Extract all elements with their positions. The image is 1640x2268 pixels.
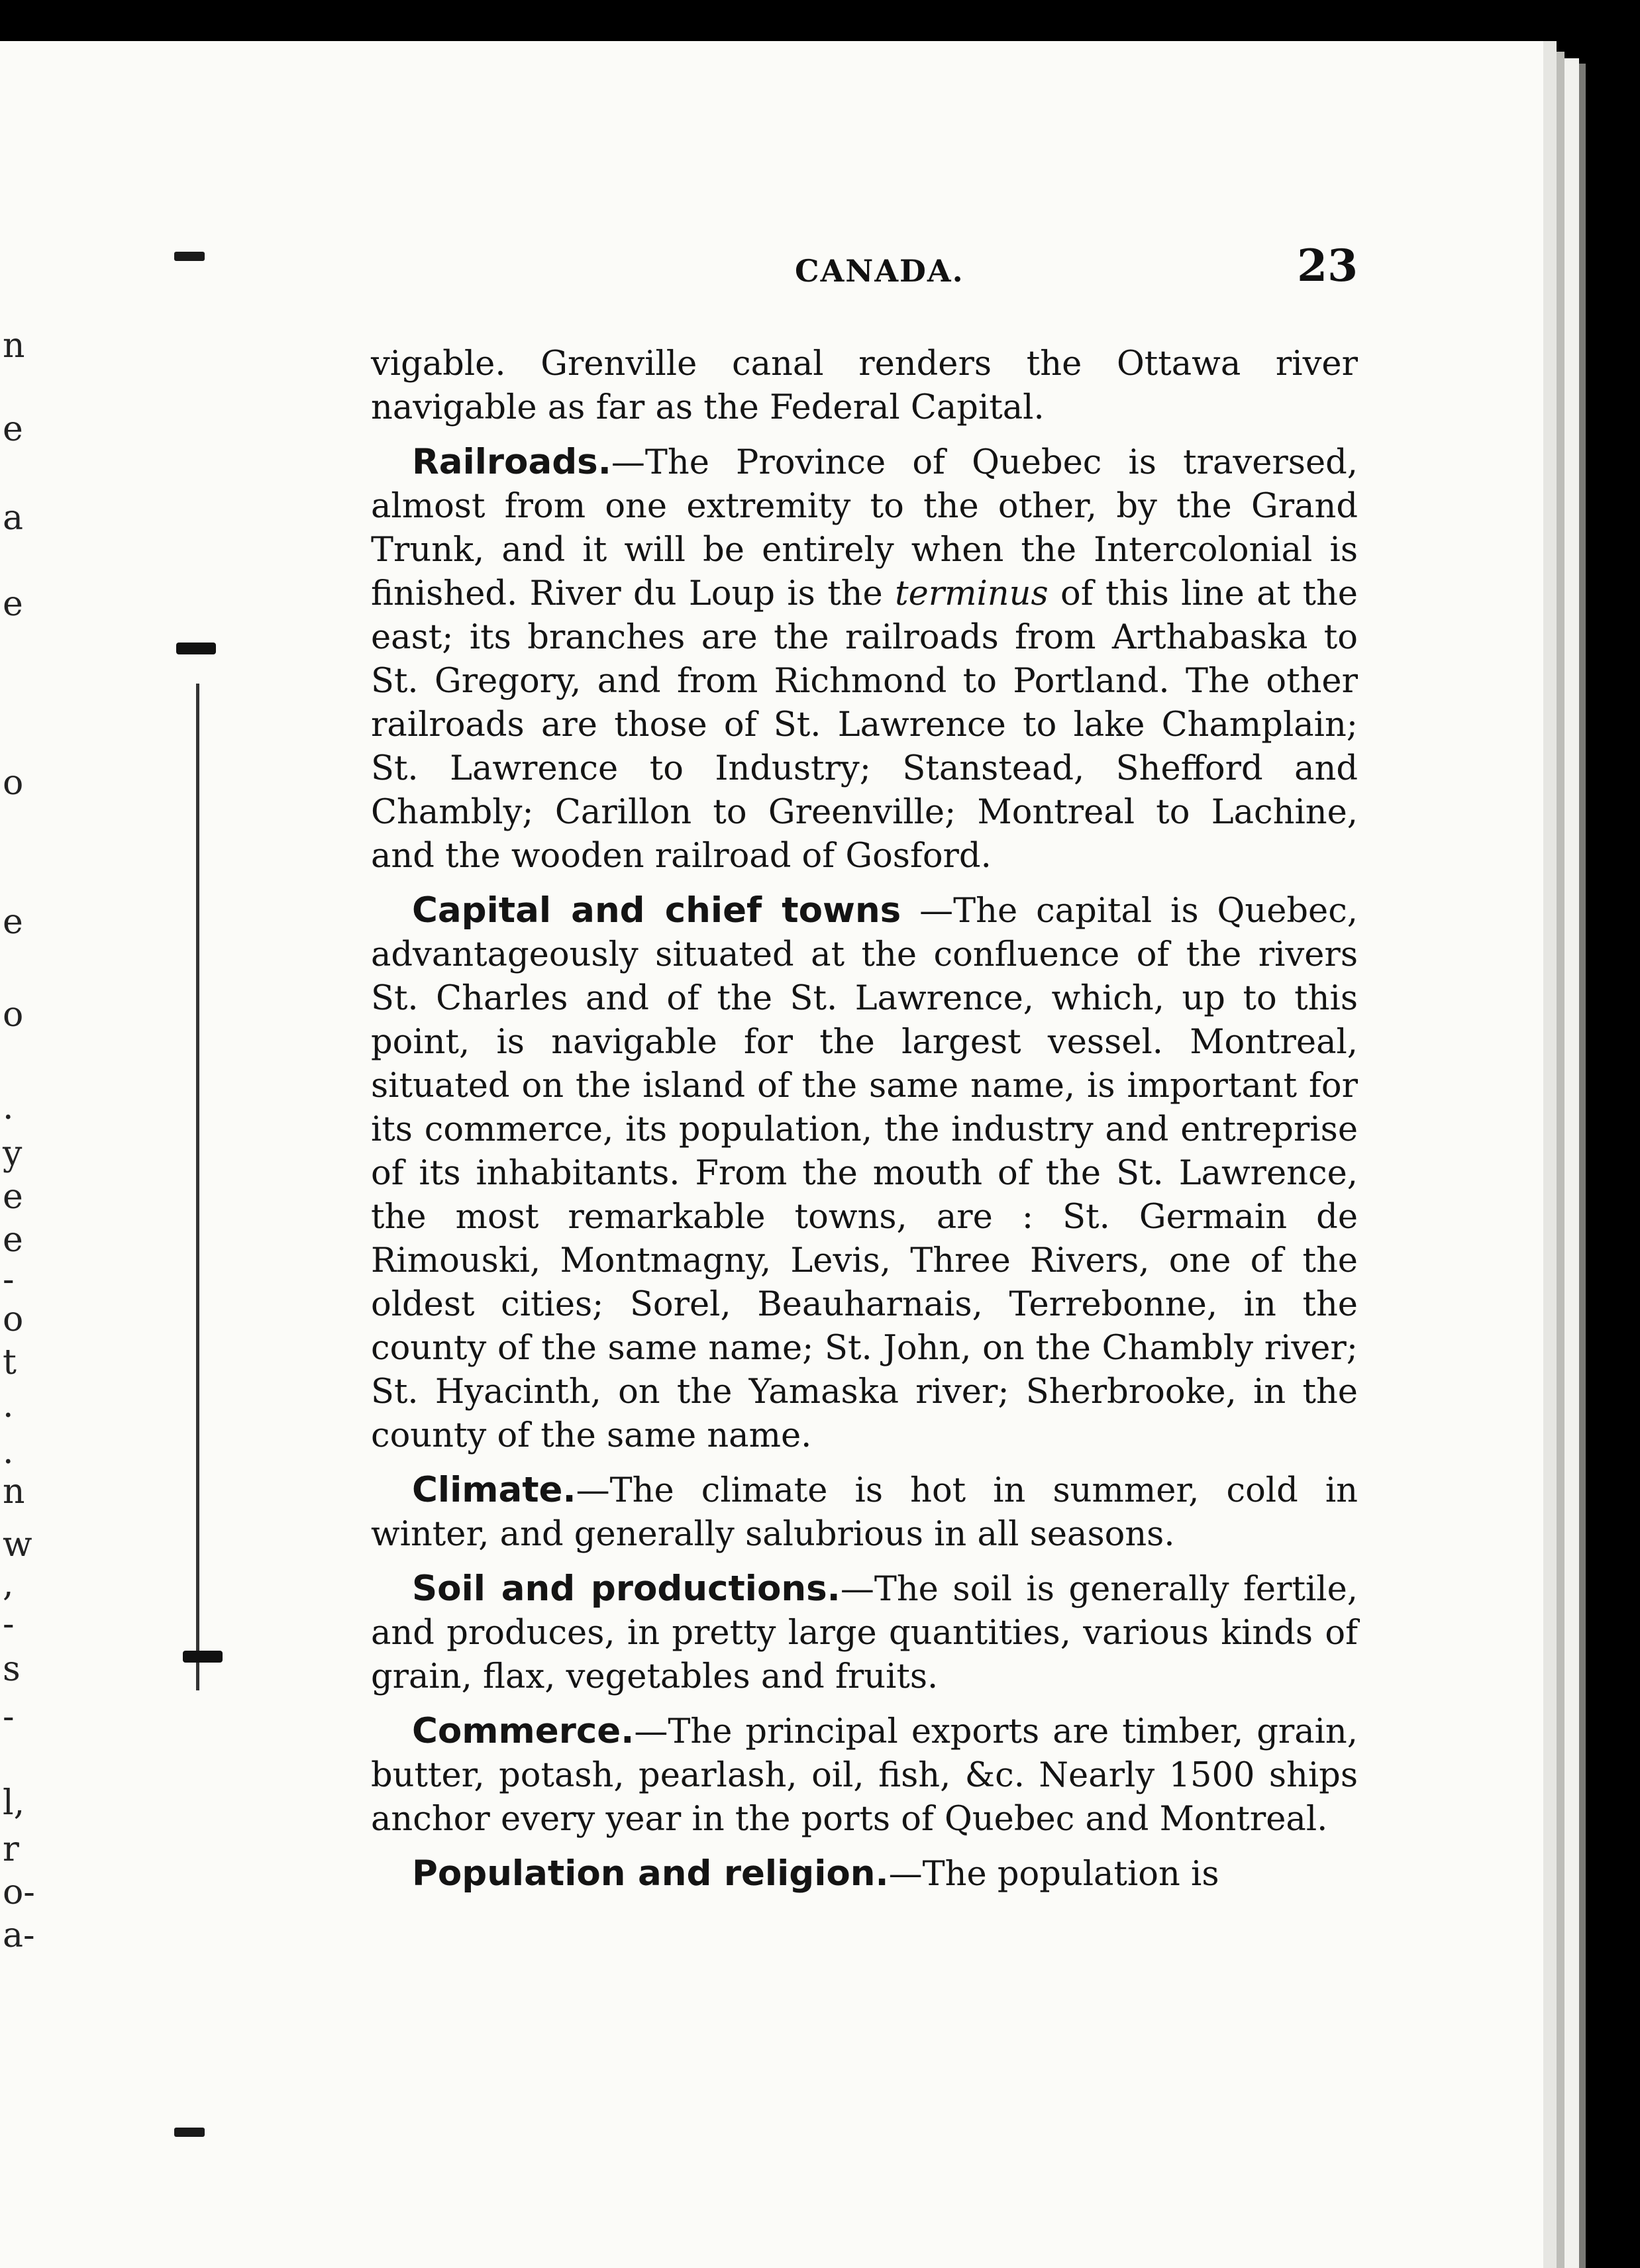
margin-bleed-glyph: w: [3, 1525, 32, 1565]
page-edge: [1564, 58, 1579, 2268]
left-margin: [0, 41, 212, 2268]
margin-bleed-glyph: a: [3, 498, 24, 538]
margin-bleed-glyph: l,: [3, 1783, 25, 1823]
section-heading: Climate.: [412, 1470, 576, 1510]
running-head: CANADA.: [795, 253, 964, 289]
binding-mark: [183, 1651, 223, 1663]
section-heading: Railroads.: [412, 442, 611, 482]
page-number: 23: [1297, 240, 1358, 291]
paragraph-population: [371, 1852, 1358, 1896]
binding-mark: [174, 252, 205, 261]
margin-bleed-glyph: s: [3, 1649, 21, 1689]
margin-bleed-glyph: e: [3, 902, 23, 942]
margin-bleed-glyph: -: [3, 1604, 15, 1644]
margin-bleed-glyph: o: [3, 995, 24, 1035]
paragraph-soil: [371, 1567, 1358, 1699]
margin-bleed-glyph: o: [3, 763, 24, 803]
paragraph-capital: [371, 889, 1358, 1458]
paragraph-text: —The soil is generally fertile, and produces, in pretty large quantities, various kinds of grain, flax, vegetables and fruits.: [371, 1570, 1358, 1696]
margin-bleed-glyph: .: [3, 1386, 14, 1425]
page-edge: [1543, 41, 1557, 2268]
paragraph-text: of this line at the east; its branches are the railroads from Arthabaska to St. Gregory, and from Richmond to Portland. The other railroads are those of St. Lawrence to lake Champlain; St. Lawrence to Industry; Stanstead, Shefford and Chambly; Carillon to Greenville; Montreal to Lachine, and the wooden railroad of Gosford.: [371, 574, 1358, 876]
paragraph-climate: [371, 1469, 1358, 1557]
margin-bleed-glyph: ,: [3, 1565, 14, 1604]
paragraph-commerce: [371, 1710, 1358, 1841]
margin-bleed-glyph: e: [3, 1177, 23, 1217]
margin-bleed-glyph: o-: [3, 1873, 35, 1912]
margin-bleed-glyph: t: [3, 1343, 17, 1382]
margin-bleed-glyph: e: [3, 1220, 23, 1260]
page-edge: [1579, 64, 1586, 2268]
margin-bleed-glyph: -: [3, 1697, 15, 1737]
page-edge: [1557, 52, 1564, 2268]
margin-bleed-glyph: .: [3, 1432, 14, 1472]
margin-bleed-glyph: e: [3, 584, 23, 624]
paragraph-text: vigable. Grenville canal renders the Ottawa river navigable as far as the Federal Capital.: [371, 344, 1358, 427]
paragraph-text: —The principal exports are timber, grain, butter, potash, pearlash, oil, fish, &c. Nearly 1500 ships anchor every year in the ports of Quebec and Montreal.: [371, 1712, 1358, 1839]
margin-bleed-glyph: a-: [3, 1916, 35, 1955]
section-heading: Capital and chief towns: [412, 890, 901, 931]
page-body: [371, 342, 1358, 1907]
margin-bleed-glyph: .: [3, 1088, 14, 1127]
binding-mark: [176, 643, 216, 654]
paragraph-text: —The population is: [888, 1855, 1219, 1894]
margin-bleed-glyph: r: [3, 1830, 19, 1869]
paragraph-text: —The climate is hot in summer, cold in winter, and generally salubrious in all seasons.: [371, 1471, 1358, 1554]
paragraph-railroads: [371, 440, 1358, 878]
italic-term: terminus: [895, 574, 1049, 613]
paragraph-continuation: [371, 342, 1358, 430]
section-heading: Commerce.: [412, 1711, 635, 1751]
margin-bleed-glyph: -: [3, 1260, 15, 1300]
margin-bleed-glyph: y: [3, 1134, 23, 1174]
margin-bleed-glyph: n: [3, 326, 25, 366]
section-heading: Population and religion.: [412, 1853, 889, 1894]
binding-mark: [174, 2128, 205, 2137]
paragraph-text: —The capital is Quebec, advantageously situated at the confluence of the rivers St. Charles and of the St. Lawrence, which, up to this point, is navigable for the largest vessel. Montreal, situated on the island of the same name, is important for its commerce, its population, the industry and entreprise of its inhabitants. From the mouth of the St. Lawrence, the most remarkable towns, are : St. Germain de Rimouski, Montmagny, Levis, Three Rivers, one of the oldest cities; Sorel, Beauharnais, Terrebonne, in the county of the same name; St. John, on the Chambly river; St. Hyacinth, on the Yamaska river; Sherbrooke, in the county of the same name.: [371, 892, 1358, 1455]
margin-bleed-glyph: n: [3, 1472, 25, 1512]
paragraph-text: —The Province of Quebec is traversed, almost from one extremity to the other, by the Grand Trunk, and it will be entirely when the Intercolonial is finished. River du Loup is the: [371, 443, 1358, 613]
binding-rule: [196, 684, 199, 1690]
section-heading: Soil and productions.: [412, 1569, 841, 1609]
book-page: [0, 41, 1550, 2268]
margin-bleed-glyph: o: [3, 1300, 24, 1339]
margin-bleed-glyph: e: [3, 409, 23, 449]
